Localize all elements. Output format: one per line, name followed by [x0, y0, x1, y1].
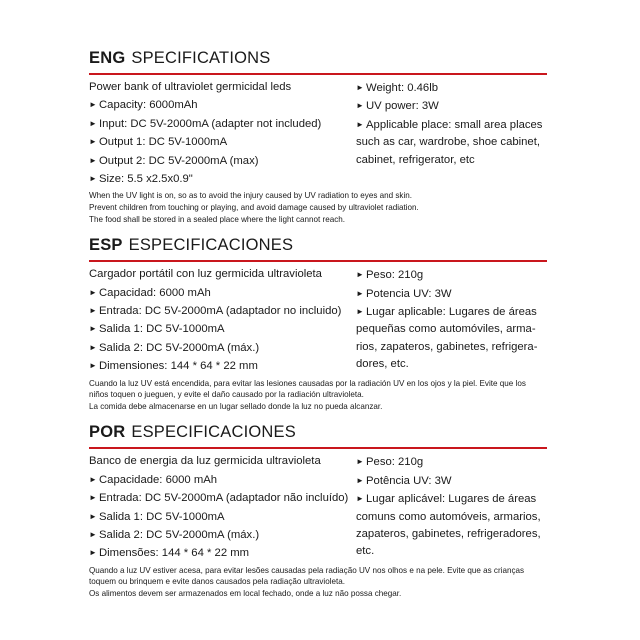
spec-item: ► Entrada: DC 5V-2000mA (adaptador não incluído)	[89, 489, 356, 507]
spec-item-continued: dores, etc.	[356, 358, 409, 371]
spec-item-continued: rios, zapateros, gabinetes, refrigera-	[356, 340, 538, 353]
section-por	[89, 422, 547, 599]
spec-sheet	[89, 48, 547, 600]
spec-list-left	[89, 453, 356, 562]
bullet-arrow-icon: ►	[89, 118, 97, 128]
spec-list-left	[89, 79, 356, 188]
section-heading	[89, 48, 547, 68]
bullet-arrow-icon: ►	[89, 511, 97, 521]
note-line: Cuando la luz UV está encendida, para evitar las lesiones causadas por la radiación UV en los ojos y la piel. Evite que los	[89, 378, 526, 388]
spec-item: ► Output 1: DC 5V-1000mA	[89, 133, 356, 151]
note-line: Prevent children from touching or playing, and avoid damage caused by ultraviolet radiation.	[89, 203, 419, 213]
bullet-arrow-icon: ►	[89, 342, 97, 352]
note-line: Os alimentos devem ser armazenados em local fechado, onde a luz não possa chegar.	[89, 589, 402, 599]
spec-item: ► Capacidade: 6000 mAh	[89, 471, 356, 489]
section-eng	[89, 48, 547, 225]
language-code: ESP	[89, 236, 123, 255]
language-code: POR	[89, 423, 126, 442]
spec-item: ► Lugar aplicable: Lugares de áreas	[356, 303, 547, 321]
safety-notes	[89, 378, 547, 413]
spec-item: ► Output 2: DC 5V-2000mA (max)	[89, 152, 356, 170]
bullet-arrow-icon: ►	[89, 548, 97, 558]
section-esp	[89, 235, 547, 412]
note-line: La comida debe almacenarse en un lugar sellado donde la luz no pueda alcanzar.	[89, 401, 383, 411]
bullet-arrow-icon: ►	[89, 361, 97, 371]
section-title: SPECIFICATIONS	[131, 49, 271, 67]
spec-item: ► Peso: 210g	[356, 453, 547, 471]
red-divider	[89, 447, 547, 449]
bullet-arrow-icon: ►	[356, 494, 364, 504]
spec-item-continued: pequeñas como automóviles, arma-	[356, 323, 536, 336]
safety-notes	[89, 565, 547, 600]
bullet-arrow-icon: ►	[356, 288, 364, 298]
bullet-arrow-icon: ►	[356, 457, 364, 467]
language-code: ENG	[89, 49, 126, 67]
spec-item-continued: such as car, wardrobe, shoe cabinet,	[356, 136, 540, 149]
spec-item-continued: comuns como automóveis, armarios,	[356, 510, 541, 523]
spec-list-right	[356, 266, 547, 375]
spec-intro: Cargador portátil con luz germicida ultravioleta	[89, 268, 322, 281]
bullet-arrow-icon: ►	[356, 119, 364, 129]
spec-item: ► Lugar aplicável: Lugares de áreas	[356, 490, 547, 508]
spec-item: ► UV power: 3W	[356, 97, 547, 115]
spec-item: ► Salida 1: DC 5V-1000mA	[89, 320, 356, 338]
spec-item: ► Capacity: 6000mAh	[89, 96, 356, 114]
bullet-arrow-icon: ►	[356, 475, 364, 485]
red-divider	[89, 260, 547, 262]
section-heading	[89, 422, 547, 442]
spec-item: ► Salida 2: DC 5V-2000mA (máx.)	[89, 526, 356, 544]
section-title: ESPECIFICACIONES	[131, 423, 296, 442]
safety-notes	[89, 190, 547, 225]
red-divider	[89, 73, 547, 75]
spec-item: ► Potencia UV: 3W	[356, 285, 547, 303]
spec-item: ► Salida 1: DC 5V-1000mA	[89, 508, 356, 526]
bullet-arrow-icon: ►	[89, 155, 97, 165]
note-line: niños toquen o jueguen, y evite el daño causado por la radiación ultravioleta.	[89, 390, 364, 400]
bullet-arrow-icon: ►	[89, 493, 97, 503]
spec-item: ► Input: DC 5V-2000mA (adapter not included)	[89, 115, 356, 133]
bullet-arrow-icon: ►	[89, 306, 97, 316]
bullet-arrow-icon: ►	[89, 324, 97, 334]
spec-item: ► Dimensões: 144 * 64 * 22 mm	[89, 544, 356, 562]
section-heading	[89, 235, 547, 255]
spec-item-continued: cabinet, refrigerator, etc	[356, 153, 475, 166]
bullet-arrow-icon: ►	[89, 474, 97, 484]
spec-item: ► Weight: 0.46lb	[356, 79, 547, 97]
spec-item: ► Peso: 210g	[356, 266, 547, 284]
spec-item: ► Salida 2: DC 5V-2000mA (máx.)	[89, 339, 356, 357]
note-line: The food shall be stored in a sealed place where the light cannot reach.	[89, 214, 346, 224]
section-title: ESPECIFICACIONES	[128, 236, 294, 255]
bullet-arrow-icon: ►	[89, 174, 97, 184]
bullet-arrow-icon: ►	[356, 270, 364, 280]
bullet-arrow-icon: ►	[356, 101, 364, 111]
bullet-arrow-icon: ►	[356, 83, 364, 92]
spec-item-continued: zapateros, gabinetes, refrigeradores,	[356, 528, 541, 541]
spec-item: ► Applicable place: small area places	[356, 116, 547, 134]
note-line: When the UV light is on, so as to avoid the injury caused by UV radiation to eyes and skin.	[89, 191, 413, 201]
spec-list-right	[356, 79, 547, 188]
bullet-arrow-icon: ►	[89, 287, 97, 297]
bullet-arrow-icon: ►	[89, 100, 97, 110]
spec-item: ► Entrada: DC 5V-2000mA (adaptador no incluido)	[89, 302, 356, 320]
spec-item: ► Potência UV: 3W	[356, 472, 547, 490]
note-line: Quando a luz UV estiver acesa, para evitar lesões causadas pela radiação UV nos olhos e na pele. Evite que as crianças	[89, 565, 525, 575]
spec-item: ► Capacidad: 6000 mAh	[89, 284, 356, 302]
spec-item: ► Dimensiones: 144 * 64 * 22 mm	[89, 357, 356, 375]
spec-intro: Banco de energia da luz germicida ultravioleta	[89, 455, 321, 468]
note-line: toquem ou brinquem e evite danos causados pela radiação ultravioleta.	[89, 577, 346, 587]
spec-item: ► Size: 5.5 x2.5x0.9"	[89, 170, 356, 188]
bullet-arrow-icon: ►	[356, 307, 364, 317]
bullet-arrow-icon: ►	[89, 530, 97, 540]
spec-intro: Power bank of ultraviolet germicidal leds	[89, 81, 292, 93]
spec-item-continued: etc.	[356, 545, 375, 558]
bullet-arrow-icon: ►	[89, 137, 97, 147]
spec-list-left	[89, 266, 356, 375]
spec-list-right	[356, 453, 547, 562]
